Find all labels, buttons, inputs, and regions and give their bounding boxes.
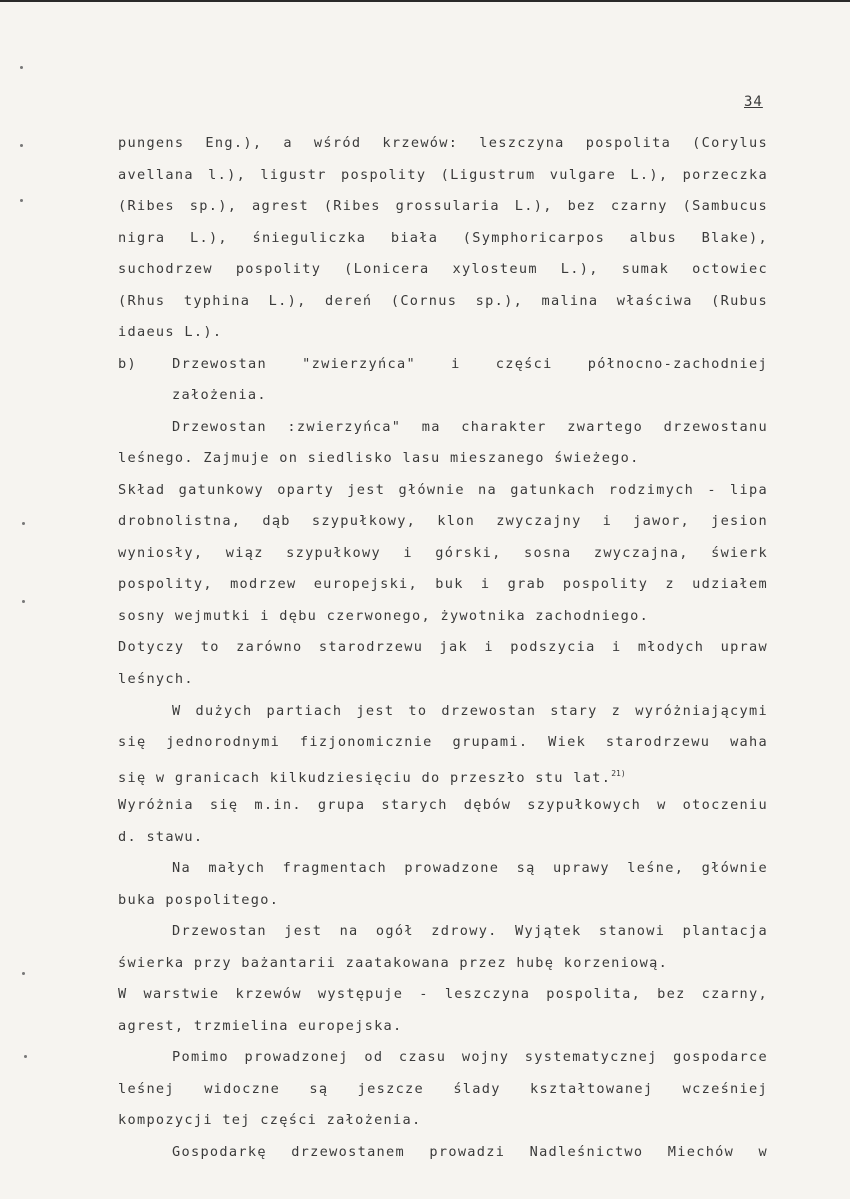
text-line: kompozycji tej części założenia. xyxy=(118,1112,422,1128)
text-line: leśnej widoczne są jeszcze ślady kształtowanej wcześniej xyxy=(118,1081,768,1097)
text-line: idaeus L.). xyxy=(118,324,223,340)
text-line: avellana l.), ligustr pospolity (Ligustrum vulgare L.), porzeczka xyxy=(118,167,768,183)
paragraph-first-line: W dużych partiach jest to drzewostan stary z wyróżniającymi xyxy=(172,703,768,719)
text-line: Dotyczy to zarówno starodrzewu jak i podszycia i młodych upraw xyxy=(118,639,768,655)
text-line: pospolity, modrzew europejski, buk i grab pospolity z udziałem xyxy=(118,576,768,592)
text-line: świerka przy bażantarii zaatakowana przez hubę korzeniową. xyxy=(118,955,669,971)
text-line xyxy=(118,765,768,787)
text-line: suchodrzew pospolity (Lonicera xylosteum L.), sumak octowiec xyxy=(118,261,768,277)
paragraph-first-line: Gospodarkę drzewostanem prowadzi Nadleśnictwo Miechów w xyxy=(172,1144,768,1160)
text-line: pungens Eng.), a wśród krzewów: leszczyna pospolita (Corylus xyxy=(118,135,768,151)
scan-speck xyxy=(22,600,25,603)
text-line: d. stawu. xyxy=(118,829,204,845)
text-line: (Rhus typhina L.), dereń (Cornus sp.), malina właściwa (Rubus xyxy=(118,293,768,309)
text-line: sosny wejmutki i dębu czerwonego, żywotnika zachodniego. xyxy=(118,608,650,624)
scan-speck xyxy=(20,66,23,69)
text-line: nigra L.), śnieguliczka biała (Symphoricarpos albus Blake), xyxy=(118,230,768,246)
page-number: 34 xyxy=(744,94,763,110)
paragraph-first-line: Pomimo prowadzonej od czasu wojny systematycznej gospodarce xyxy=(172,1049,768,1065)
text-line: leśnych. xyxy=(118,671,194,687)
paragraph-first-line: Drzewostan jest na ogół zdrowy. Wyjątek stanowi plantacja xyxy=(172,923,768,939)
text-line: W warstwie krzewów występuje - leszczyna pospolita, bez czarny, xyxy=(118,986,768,1002)
line-text: się w granicach kilkudziesięciu do przeszło stu lat. xyxy=(118,770,612,786)
scan-speck xyxy=(24,1055,27,1058)
text-line: agrest, trzmielina europejska. xyxy=(118,1018,403,1034)
scan-speck xyxy=(20,199,23,202)
list-item-heading: b) Drzewostan "zwierzyńca" i części północno-zachodniej xyxy=(118,356,768,372)
text-line: (Ribes sp.), agrest (Ribes grossularia L.), bez czarny (Sambucus xyxy=(118,198,768,214)
text-line: Wyróżnia się m.in. grupa starych dębów szypułkowych w otoczeniu xyxy=(118,797,768,813)
paragraph-first-line: Drzewostan :zwierzyńca" ma charakter zwartego drzewostanu xyxy=(172,419,768,435)
text-line: założenia. xyxy=(172,387,267,403)
footnote-reference: 21) xyxy=(611,769,626,778)
text-line: leśnego. Zajmuje on siedlisko lasu mieszanego świeżego. xyxy=(118,450,640,466)
scan-speck xyxy=(22,522,25,525)
text-line: się jednorodnymi fizjonomicznie grupami. Wiek starodrzewu waha xyxy=(118,734,768,750)
text-line: buka pospolitego. xyxy=(118,892,280,908)
scan-speck xyxy=(20,144,23,147)
text-line: wyniosły, wiąz szypułkowy i górski, sosna zwyczajna, świerk xyxy=(118,545,768,561)
paragraph-first-line: Na małych fragmentach prowadzone są uprawy leśne, głównie xyxy=(172,860,768,876)
text-line: Skład gatunkowy oparty jest głównie na gatunkach rodzimych - lipa xyxy=(118,482,768,498)
text-line: drobnolistna, dąb szypułkowy, klon zwyczajny i jawor, jesion xyxy=(118,513,768,529)
scan-speck xyxy=(22,972,25,975)
